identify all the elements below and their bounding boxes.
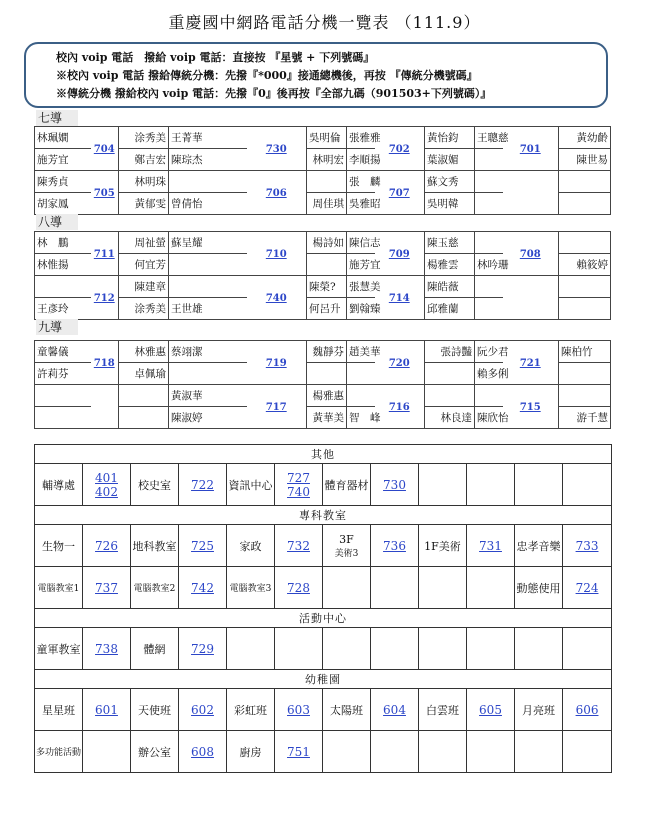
ext-link[interactable]: 704 [93, 143, 115, 155]
room-label: 資訊中心 [227, 464, 275, 506]
teacher-name: 蔡翊潔 [169, 341, 247, 363]
ext-link[interactable]: 714 [388, 292, 410, 304]
ext-cell [91, 232, 119, 276]
room-label: 輔導處 [35, 464, 83, 506]
teacher-name: 張雅雅 [347, 127, 375, 149]
teacher-name: 黃怡鈞 [425, 127, 475, 149]
teacher-name [559, 276, 611, 298]
ext-link[interactable]: 733 [575, 538, 599, 553]
ext-link[interactable]: 401 402 [95, 470, 118, 499]
section-special-title: 專科教室 [35, 506, 612, 525]
ext-cell [91, 341, 119, 385]
room-label: 動態使用 [515, 567, 563, 609]
ext-link[interactable]: 702 [388, 143, 410, 155]
ext-link[interactable]: 710 [265, 248, 287, 260]
room-ext [83, 567, 131, 609]
ext-link[interactable]: 742 [191, 580, 214, 595]
room-ext [179, 567, 227, 609]
teacher-name: 黃淑華 [169, 385, 247, 407]
room-ext [83, 689, 131, 731]
ext-link[interactable]: 736 [383, 538, 406, 553]
teacher-name: 林明珠 [119, 171, 169, 193]
teacher-name: 王彥玲 [35, 298, 91, 320]
teacher-name: 陳信志 [347, 232, 375, 254]
room-ext [179, 628, 227, 670]
ext-link[interactable]: 722 [191, 477, 214, 492]
ext-cell [503, 232, 559, 276]
room-label: 電腦教室1 [35, 567, 83, 609]
teacher-name: 林惟揚 [35, 254, 91, 276]
teacher-name: 智 峰 [347, 407, 375, 429]
teacher-name [559, 171, 611, 193]
teacher-name: 陳建章 [119, 276, 169, 298]
teacher-name: 施芳宜 [35, 149, 91, 171]
room-ext [275, 525, 323, 567]
section-other-title: 其他 [35, 445, 612, 464]
teacher-name: 陳榮? [307, 276, 347, 298]
ext-link[interactable]: 737 [95, 580, 118, 595]
room-label: 天使班 [131, 689, 179, 731]
room-label: 家政 [227, 525, 275, 567]
room-label: 忠孝音樂 [515, 525, 563, 567]
ext-cell [91, 276, 119, 320]
ext-cell [503, 341, 559, 385]
ext-cell [503, 276, 559, 320]
teacher-name: 陳淑婷 [169, 407, 247, 429]
room-ext [371, 464, 419, 506]
ext-link[interactable]: 605 [479, 702, 502, 717]
teacher-name: 王世雄 [169, 298, 247, 320]
teacher-name: 涂秀美 [119, 298, 169, 320]
teacher-name: 楊雅雲 [425, 254, 475, 276]
teacher-name: 林良達 [425, 407, 475, 429]
teacher-name [169, 363, 247, 385]
teacher-name [559, 193, 611, 215]
ext-link[interactable]: 717 [265, 401, 287, 413]
teacher-name: 張慧美 [347, 276, 375, 298]
ext-link[interactable]: 606 [575, 702, 599, 717]
dialing-instructions [24, 42, 608, 108]
room-label: 辦公室 [131, 731, 179, 773]
room-ext [563, 567, 612, 609]
teacher-name [35, 385, 91, 407]
ext-link[interactable]: 718 [93, 357, 115, 369]
teacher-name [475, 149, 503, 171]
teacher-name [347, 363, 375, 385]
teacher-name: 施芳宜 [347, 254, 375, 276]
ext-cell [247, 127, 307, 171]
teacher-name: 涂秀美 [119, 127, 169, 149]
room-label: 1F美術 [419, 525, 467, 567]
ext-cell [91, 127, 119, 171]
room-ext [179, 689, 227, 731]
ext-cell [503, 127, 559, 171]
room-label: 月亮班 [515, 689, 563, 731]
ext-cell [503, 171, 559, 215]
ext-cell [375, 341, 425, 385]
teacher-name: 陳皓薇 [425, 276, 475, 298]
instruction-line-2: ※校內 voip 電話 撥給傳統分機：先撥『*000』接通總機後，再按 『傳統分機號碼』 [56, 69, 478, 82]
teacher-name [559, 385, 611, 407]
room-ext [83, 464, 131, 506]
teacher-name: 曾倩怡 [169, 193, 247, 215]
teacher-name: 葉淑媚 [425, 149, 475, 171]
room-label: 電腦教室2 [131, 567, 179, 609]
ext-link[interactable]: 712 [93, 292, 115, 304]
room-label: 童軍教室 [35, 628, 83, 670]
ext-link[interactable]: 709 [388, 248, 410, 260]
room-ext [563, 525, 612, 567]
grade8-label: 八導 [36, 214, 78, 230]
teacher-name: 卓佩瑜 [119, 363, 169, 385]
teacher-name: 周佳琪 [307, 193, 347, 215]
ext-link[interactable]: 708 [519, 248, 541, 260]
room-ext [179, 731, 227, 773]
ext-cell [375, 276, 425, 320]
ext-link[interactable]: 603 [287, 702, 310, 717]
teacher-name [307, 171, 347, 193]
teacher-name [347, 385, 375, 407]
ext-cell [503, 385, 559, 429]
ext-cell [247, 341, 307, 385]
room-label: 體網 [131, 628, 179, 670]
ext-cell [247, 385, 307, 429]
teacher-name: 楊雅惠 [307, 385, 347, 407]
room-label: 彩虹班 [227, 689, 275, 731]
teacher-name [169, 254, 247, 276]
page-title: 重慶國中網路電話分機一覽表 （111.9） [168, 13, 481, 32]
room-label: 3F 美術3 [323, 525, 371, 567]
teacher-name: 趙美華 [347, 341, 375, 363]
teacher-name: 楊詩如 [307, 232, 347, 254]
teacher-name: 游千慧 [559, 407, 611, 429]
teacher-name: 陳世易 [559, 149, 611, 171]
teacher-name: 吳明韓 [425, 193, 475, 215]
rooms-table [34, 444, 612, 773]
ext-cell [375, 232, 425, 276]
room-ext [275, 689, 323, 731]
teacher-name: 吳明倫 [307, 127, 347, 149]
teacher-name: 邱雅蘭 [425, 298, 475, 320]
ext-link[interactable]: 711 [93, 248, 115, 260]
teacher-name: 張詩豔 [425, 341, 475, 363]
teacher-name: 黃郁雯 [119, 193, 169, 215]
teacher-name: 童馨儀 [35, 341, 91, 363]
room-label: 生物一 [35, 525, 83, 567]
ext-link[interactable]: 716 [388, 401, 410, 413]
teacher-name: 黃幼齡 [559, 127, 611, 149]
room-ext [371, 525, 419, 567]
teacher-name: 何呂升 [307, 298, 347, 320]
teacher-name: 許莉芬 [35, 363, 91, 385]
room-ext [83, 628, 131, 670]
teacher-name: 賴多俐 [475, 363, 503, 385]
teacher-name [559, 232, 611, 254]
room-label: 多功能活動 [35, 731, 83, 773]
teacher-name [559, 298, 611, 320]
teacher-name [35, 407, 91, 429]
teacher-name [425, 363, 475, 385]
teacher-name: 張 麟 [347, 171, 375, 193]
room-ext [83, 525, 131, 567]
ext-link[interactable]: 726 [95, 538, 118, 553]
ext-link[interactable]: 601 [95, 702, 118, 717]
room-ext [371, 689, 419, 731]
ext-link[interactable]: 728 [287, 580, 310, 595]
ext-link[interactable]: 707 [388, 187, 410, 199]
ext-link[interactable]: 732 [287, 538, 310, 553]
ext-link[interactable]: 727 740 [287, 470, 310, 499]
ext-cell [375, 171, 425, 215]
teacher-name [475, 171, 503, 193]
ext-link[interactable]: 705 [93, 187, 115, 199]
teacher-name: 王聰慈 [475, 127, 503, 149]
ext-link[interactable]: 751 [287, 744, 310, 759]
teacher-name: 陳玉慈 [425, 232, 475, 254]
room-ext [275, 731, 323, 773]
ext-cell [375, 127, 425, 171]
teacher-name: 陳秀貞 [35, 171, 91, 193]
ext-link[interactable]: 725 [191, 538, 214, 553]
teacher-name [169, 276, 247, 298]
ext-link[interactable]: 604 [383, 702, 406, 717]
teacher-name [475, 193, 503, 215]
teacher-name: 林珮嫺 [35, 127, 91, 149]
grade8-table [34, 231, 611, 320]
teacher-name: 吳雅昭 [347, 193, 375, 215]
section-kinder-title: 幼稚園 [35, 670, 612, 689]
ext-cell [375, 385, 425, 429]
room-ext [275, 567, 323, 609]
teacher-name: 胡家鳳 [35, 193, 91, 215]
teacher-name [475, 298, 503, 320]
ext-cell [91, 385, 119, 429]
ext-link[interactable]: 730 [265, 143, 287, 155]
teacher-name [559, 363, 611, 385]
section-activity-title: 活動中心 [35, 609, 612, 628]
teacher-name [307, 254, 347, 276]
teacher-name: 周祉螢 [119, 232, 169, 254]
ext-link[interactable]: 706 [265, 187, 287, 199]
room-label: 廚房 [227, 731, 275, 773]
teacher-name [475, 232, 503, 254]
teacher-name: 陳欣怡 [475, 407, 503, 429]
ext-link[interactable]: 730 [383, 477, 406, 492]
room-ext [275, 464, 323, 506]
ext-link[interactable]: 720 [388, 357, 410, 369]
teacher-name [35, 276, 91, 298]
room-ext [179, 464, 227, 506]
teacher-name: 林 鵬 [35, 232, 91, 254]
room-ext [563, 689, 612, 731]
teacher-name: 魏靜芬 [307, 341, 347, 363]
ext-link[interactable]: 740 [265, 292, 287, 304]
teacher-name: 劉翰臻 [347, 298, 375, 320]
ext-link[interactable]: 721 [519, 357, 541, 369]
room-sublabel: 美術3 [334, 548, 359, 559]
teacher-name: 蘇呈耀 [169, 232, 247, 254]
ext-cell [247, 276, 307, 320]
teacher-name: 林雅惠 [119, 341, 169, 363]
room-ext [83, 731, 131, 773]
teacher-name [475, 276, 503, 298]
teacher-name: 陳琮杰 [169, 149, 247, 171]
teacher-name [169, 171, 247, 193]
teacher-name: 王菁華 [169, 127, 247, 149]
instruction-line-3: ※傳統分機 撥給校內 voip 電話：先撥『0』後再按『全部九碼（901503+下列號碼）』 [56, 87, 492, 100]
teacher-name [425, 385, 475, 407]
room-label: 星星班 [35, 689, 83, 731]
room-label: 地科教室 [131, 525, 179, 567]
teacher-name [119, 385, 169, 407]
ext-cell [91, 171, 119, 215]
room-ext [467, 689, 515, 731]
teacher-name: 鄭吉宏 [119, 149, 169, 171]
teacher-name [119, 407, 169, 429]
room-label: 校史室 [131, 464, 179, 506]
ext-link[interactable]: 719 [265, 357, 287, 369]
teacher-name [307, 363, 347, 385]
ext-link[interactable]: 729 [191, 641, 214, 656]
grade7-table [34, 126, 611, 215]
room-label: 太陽班 [323, 689, 371, 731]
teacher-name: 李順揚 [347, 149, 375, 171]
ext-link[interactable]: 724 [575, 580, 599, 595]
teacher-name: 陳柏竹 [559, 341, 611, 363]
grade9-label: 九導 [36, 319, 78, 335]
room-label: 體育器材 [323, 464, 371, 506]
teacher-name: 黃華美 [307, 407, 347, 429]
grade7-label: 七導 [36, 110, 78, 126]
ext-cell [247, 171, 307, 215]
instruction-line-1: 校內 voip 電話 撥給 voip 電話：直接按 『星號 + 下列號碼』 [56, 51, 375, 64]
room-ext [179, 525, 227, 567]
teacher-name: 賴筱婷 [559, 254, 611, 276]
ext-link[interactable]: 701 [519, 143, 541, 155]
ext-link[interactable]: 608 [191, 744, 214, 759]
room-ext [467, 525, 515, 567]
grade9-table [34, 340, 611, 429]
ext-link[interactable]: 731 [479, 538, 502, 553]
teacher-name: 阮少君 [475, 341, 503, 363]
teacher-name: 林吟珊 [475, 254, 503, 276]
ext-link[interactable]: 738 [95, 641, 118, 656]
teacher-name: 蘇文秀 [425, 171, 475, 193]
ext-link[interactable]: 715 [519, 401, 541, 413]
ext-cell [247, 232, 307, 276]
room-label: 電腦教室3 [227, 567, 275, 609]
teacher-name: 林明宏 [307, 149, 347, 171]
room-label: 白雲班 [419, 689, 467, 731]
teacher-name [475, 385, 503, 407]
teacher-name: 何宜芳 [119, 254, 169, 276]
ext-link[interactable]: 602 [191, 702, 214, 717]
